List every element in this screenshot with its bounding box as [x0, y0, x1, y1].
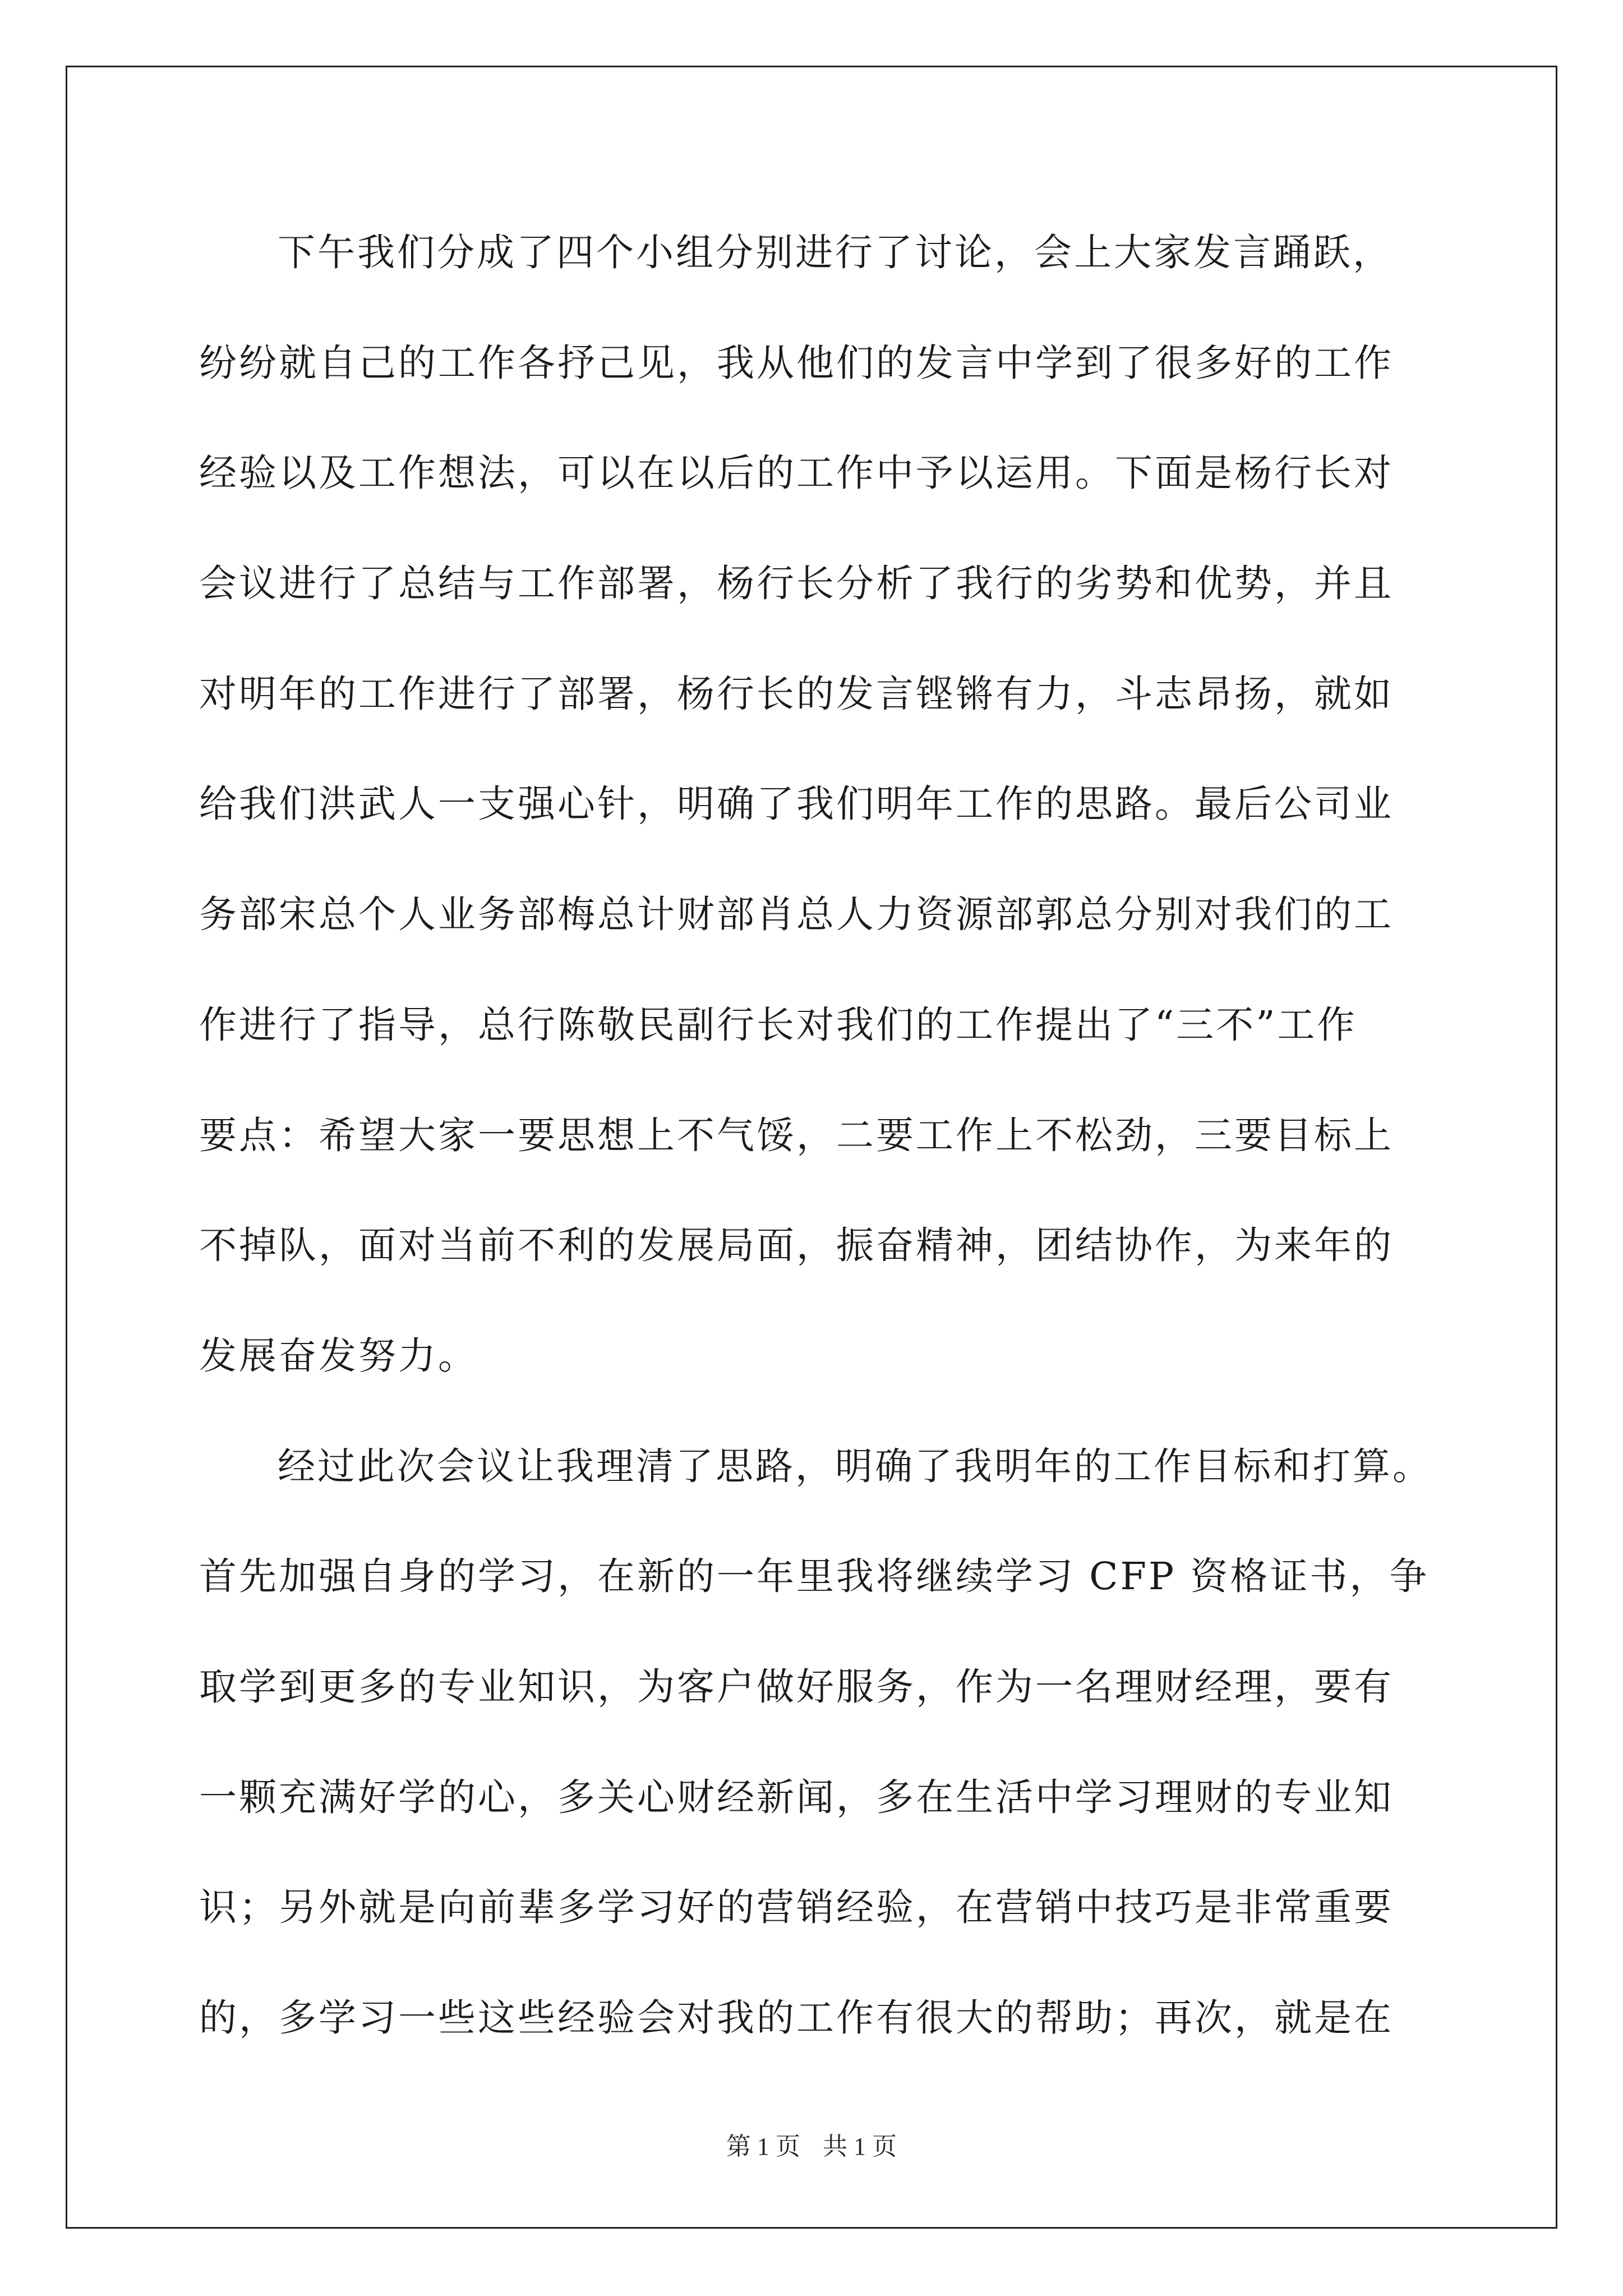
paragraph-1-line-6: 给我们洪武人一支强心针，明确了我们明年工作的思路。最后公司业: [199, 782, 1394, 826]
page-number: 第 1 页: [726, 2133, 800, 2160]
paragraph-1-line-10: 不掉队，面对当前不利的发展局面，振奋精神，团结协作，为来年的: [199, 1223, 1394, 1268]
paragraph-2-line-5: 识；另外就是向前辈多学习好的营销经验，在营销中技巧是非常重要: [199, 1885, 1394, 1930]
document-body: [199, 222, 1433, 2097]
page-footer: [0, 2126, 1623, 2162]
paragraph-1-line-5: 对明年的工作进行了部署，杨行长的发言铿锵有力，斗志昂扬，就如: [199, 671, 1394, 716]
paragraph-1-line-11: 发展奋发努力。: [199, 1333, 478, 1378]
total-pages: 共 1 页: [823, 2133, 897, 2160]
paragraph-1-line-3: 经验以及工作想法，可以在以后的工作中予以运用。下面是杨行长对: [199, 451, 1394, 495]
paragraph-2-line-4: 一颗充满好学的心，多关心财经新闻，多在生活中学习理财的专业知: [199, 1775, 1394, 1819]
paragraph-1-line-7: 务部宋总个人业务部梅总计财部肖总人力资源部郭总分别对我们的工: [199, 892, 1394, 937]
paragraph-2-line-2: 首先加强自身的学习，在新的一年里我将继续学习 CFP 资格证书，争: [199, 1554, 1430, 1599]
paragraph-1-line-1: 下午我们分成了四个小组分别进行了讨论，会上大家发言踊跃，: [278, 231, 1393, 274]
paragraph-2-line-1: 经过此次会议让我理清了思路，明确了我明年的工作目标和打算。: [278, 1444, 1432, 1488]
paragraph-2-line-6: 的，多学习一些这些经验会对我的工作有很大的帮助；再次，就是在: [199, 1996, 1394, 2040]
paragraph-1-line-9: 要点：希望大家一要思想上不气馁，二要工作上不松劲，三要目标上: [199, 1113, 1394, 1157]
paragraph-1-line-2: 纷纷就自己的工作各抒己见，我从他们的发言中学到了很多好的工作: [199, 341, 1394, 385]
paragraph-2-line-3: 取学到更多的专业知识，为客户做好服务，作为一名理财经理，要有: [199, 1664, 1394, 1709]
paragraph-1-line-4: 会议进行了总结与工作部署，杨行长分析了我行的劣势和优势，并且: [199, 562, 1394, 606]
paragraph-1-line-8: 作进行了指导，总行陈敬民副行长对我们的工作提出了“三不”工作: [199, 1002, 1357, 1047]
